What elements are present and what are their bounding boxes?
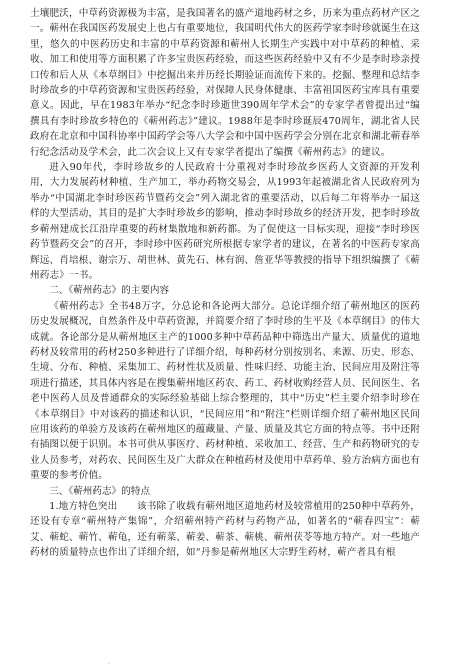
page-mark: . <box>108 659 110 666</box>
section-heading-main-content: 二、《蕲州药志》的主要内容 <box>49 285 170 297</box>
paragraph-development: 进入90年代，李时珍故乡的人民政府十分重视对李时珍故乡医药人文资源的开发利用，大力发展药材种植、生产加工，举办药物交易会，从1993年起被湖北省人民政府列为举办“中国湖北李时珍医药节暨药交会”列入湖北省的重要活动，以后每二年将举办一届这样的大型活动，其目的是扩大李时珍故乡的影响，推动李时珍故乡的经济开发，把李时珍故乡蕲州建成长江沿岸重要的药材集散地和新药都。为了促使这一目标实现，迎接“李时珍医药节暨药交会”的召开，李时珍中医药研究所根据专家学者的建议，在著名的中医药专家高辉远、肖培根、谢宗万、胡世林、黄先石、林有润、詹亚华等教授的指导下组织编撰了《蕲州药志》一书。 <box>30 162 420 281</box>
paragraph-features: 1.地方特色突出 该书除了收载有蕲州地区道地药材及较常植用的250种中草药外，还设有专章“蕲州特产集锦”，介绍蕲州特产药材与药物产品，如著名的“蕲春四宝”：蕲艾、蕲蛇、蕲竹、蕲龟，还有蕲菜、蕲姜、蕲茶、蕲桃、蕲州茯苓等地方特产。对一些地产药材的质量特点也作出了详细介绍，如“丹参是蕲州地区大宗野生药材，蕲产者具有根 <box>30 501 420 559</box>
paragraph-main-content: 《蕲州药志》全书48万字，分总论和各论两大部分。总论详细介绍了蕲州地区的医药历史发展概况，自然条件及中草药资源，并简要介绍了李时珍的生平及《本草纲目》的伟大成就。各论部分是从蕲州地区主产的1000多种中草药品种中筛选出产量大、质量优的道地药材及较常用的药材250多种进行了详细介绍，每种药材分别按别名、来源、历史、形态、生境、分布、种植、采集加工、药材性状及质量、性味归经、功能主治、民间应用及附注等项进行描述，其具体内容是在搜集蕲州地区药农、药工、药材收购经营人员、民间医生、名老中医药人员及普通群众的实际经验基础上综合整理的，其中“历史”栏主要介绍李时珍在《本草纲目》中对该药的描述和认识，“民间应用”和“附注”栏则详细介绍了蕲州地区民间应用该药的单验方及该药在蕲州地区的蕴藏量、产量、质量及其它方面的特点等。书中还附有插图以便于识别。本书可供从事医疗、药材种植、采收加工、经营、生产和药物研究的专业人员参考，对药农、民间医生及广大群众在种植药材及使用中草药单、验方治病方面也有重要的参考价值。 <box>30 300 420 482</box>
paragraph-intro: 土壤肥沃，中草药资源极为丰富，是我国著名的盛产道地药材之乡，历来为重点药材产区之一。蕲州在我国医药发展史上也占有重要地位，我国明代伟大的医药学家李时珍就诞生在这里，悠久的中医药历史和丰富的中草药资源和蕲州人长期生产实践中对中草药的种植、采收、加工和使用等方面积累了许多宝贵医药经验，而这些医药经验中又有不少是李时珍亲授口传和后人从《本草纲目》中挖掘出来并历经长期验证而流传下来的。挖掘、整理和总结李时珍故乡的中草药资源和宝贵医药经验，对保障人民身体健康、丰富祖国医药宝库具有重要意义。因此，早在1983年举办“纪念李时珍逝世390周年学术会”的专家学者曾提出过“编撰具有李时珍故乡特色的《蕲州药志》”建议。1988年是李时珍诞辰470周年，湖北省人民政府在北京和中国科协率中国药学会等八大学会和中国中医药学会分别在北京和湖北蕲春举行纪念活动及学术会，此二次会议上又有专家学者提出了编撰《蕲州药志》的建议。 <box>30 8 420 158</box>
section-heading-features: 三、《蕲州药志》的特点 <box>49 485 150 497</box>
